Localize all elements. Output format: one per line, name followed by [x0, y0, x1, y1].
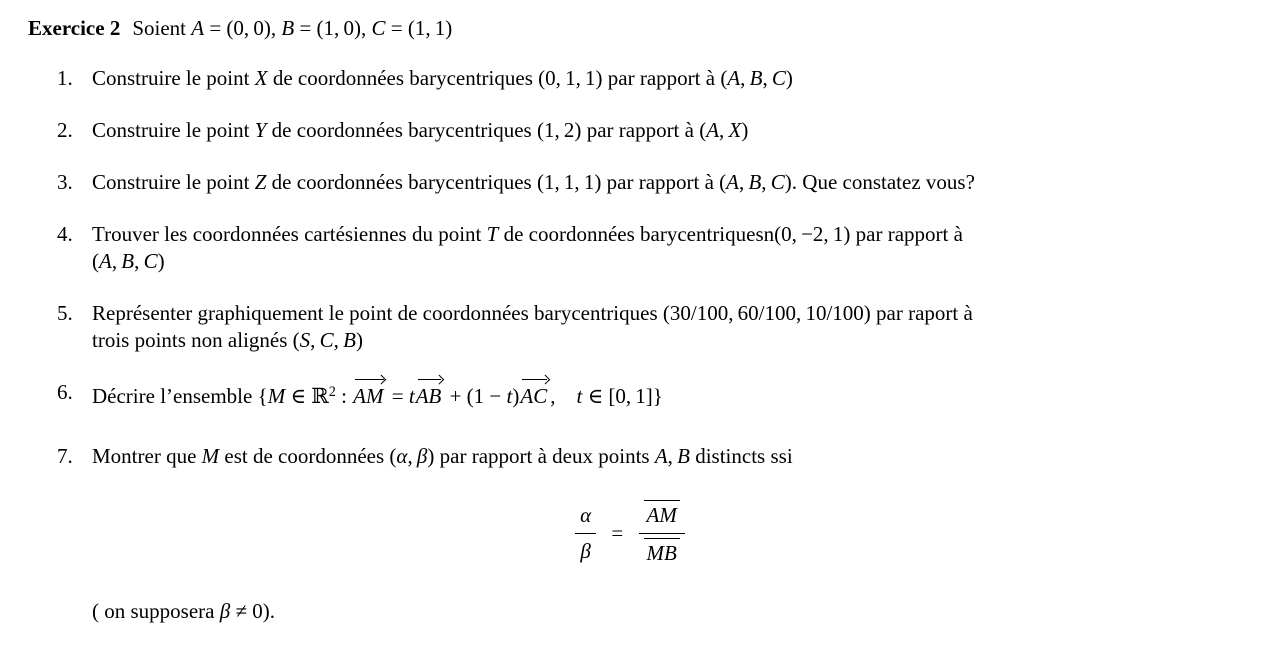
exercise-item-3 — [57, 169, 1233, 196]
exercise-label: Exercice 2 — [28, 16, 121, 40]
item-number: 7. — [57, 444, 73, 469]
fraction-numerator — [639, 500, 685, 534]
item-text: Construire le point X de coordonnées barycentriques (0, 1, 1) par rapport à (A, B, C) — [92, 66, 793, 90]
item-text: Représenter graphiquement le point de coordonnées barycentriques (30/100, 60/100, 10/100) par raport à trois points non alignés (S, C, B) — [92, 301, 973, 352]
exercise-intro: Soient A = (0, 0), B = (1, 0), C = (1, 1) — [132, 16, 453, 40]
equals-sign: = — [611, 521, 624, 546]
exercise-item-7 — [57, 443, 1233, 470]
fraction-alpha-beta — [575, 502, 596, 565]
display-equation — [28, 500, 1232, 567]
exercise-item-5 — [57, 300, 1233, 354]
item-number: 5. — [57, 301, 73, 325]
item-number: 6. — [57, 380, 73, 404]
fraction-denominator — [639, 534, 685, 567]
overline-mb: MB — [644, 538, 680, 567]
item-text: Montrer que M est de coordonnées (α, β) par rapport à deux points A, B distincts ssi — [92, 444, 793, 469]
exercise-item-4 — [57, 221, 1233, 275]
item-number: 3. — [57, 170, 73, 194]
item-number: 2. — [57, 118, 73, 142]
item-number: 4. — [57, 222, 73, 246]
fraction-am-mb — [639, 500, 685, 567]
exercise-list — [0, 65, 1263, 470]
exercise-heading — [28, 13, 1232, 43]
exercise-item-2 — [57, 117, 1233, 144]
item-text: Décrire l’ensemble {M ∈ ℝ$^2$ : AM = tAB + (1 − t)AC , t ∈ [0, 1]} — [92, 384, 663, 409]
fraction-denominator: β — [580, 539, 591, 564]
exercise-item-1 — [57, 65, 1233, 92]
item-text: Trouver les coordonnées cartésiennes du point T de coordonnées barycentriquesn(0, −2, 1) par rapport à (A, B, C) — [92, 222, 963, 273]
item-text: Construire le point Y de coordonnées barycentriques (1, 2) par rapport à (A, X) — [92, 118, 749, 142]
exercise-item-6 — [57, 379, 1233, 410]
fraction-numerator: α — [575, 502, 596, 534]
item-text: Construire le point Z de coordonnées barycentriques (1, 1, 1) par rapport à (A, B, C). Que constatez vous? — [92, 170, 975, 194]
item-number: 1. — [57, 66, 73, 90]
overline-am: AM — [644, 500, 680, 529]
assumption-note: ( on supposera β ≠ 0). — [92, 599, 275, 624]
